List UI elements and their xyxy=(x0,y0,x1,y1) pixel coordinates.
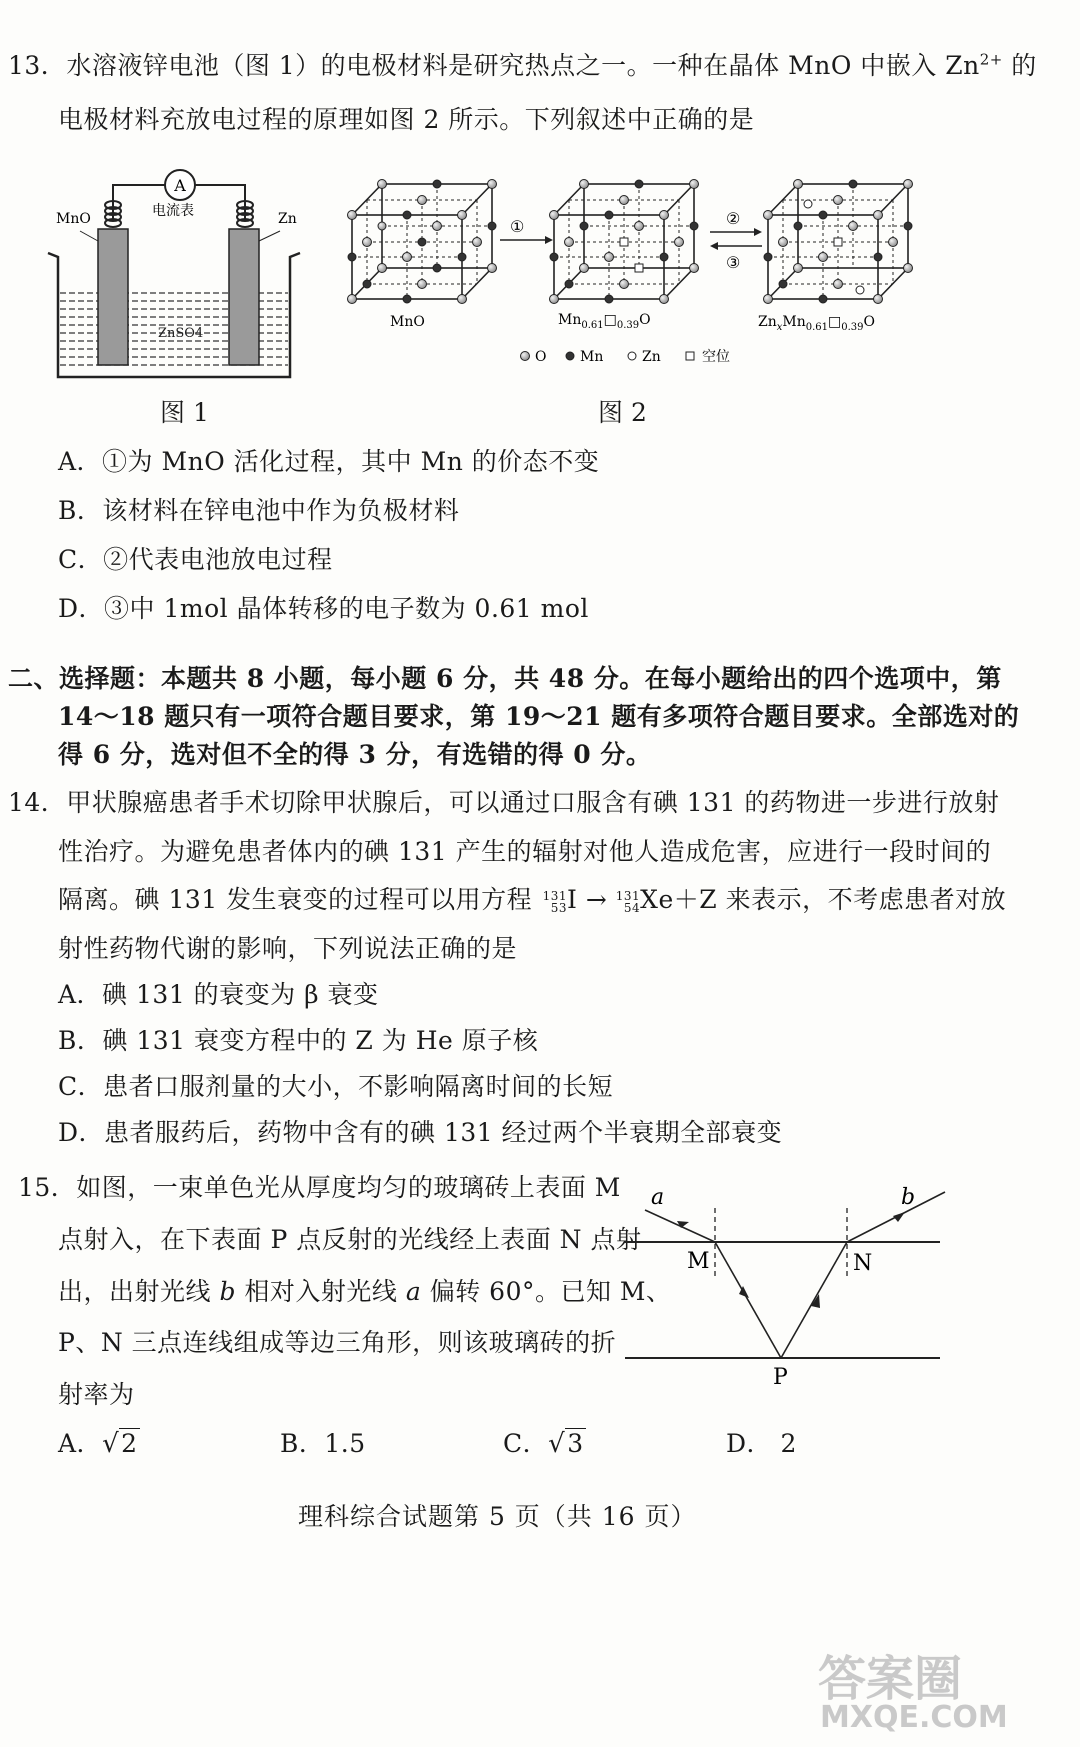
watermark-bottom: MXQE.COM xyxy=(820,1700,1008,1735)
q13-option-c: C．②代表电池放电过程 xyxy=(58,545,333,574)
figure-2-legend xyxy=(521,348,731,365)
ammeter-label: 电流表 xyxy=(152,203,194,219)
q15-line1: 15．如图，一束单色光从厚度均匀的玻璃砖上表面 M xyxy=(18,1173,621,1202)
q13-line1: 13．水溶液锌电池（图 1）的电极材料是研究热点之一。一种在晶体 MnO 中嵌入 $Zn^{2+}$ 的 xyxy=(8,50,1037,80)
figure-2-caption: 图 2 xyxy=(598,398,647,427)
sqrt-symbol: √ xyxy=(102,1429,120,1459)
q15-option-c: C．√3 xyxy=(503,1429,584,1459)
label-mno: MnO xyxy=(390,314,425,330)
decay-equation: 131 53 I → 131 54 Xe＋Z xyxy=(542,885,718,915)
left-electrode-label: MnO xyxy=(56,211,91,227)
cube-mno-atoms xyxy=(348,180,497,304)
q13-option-b: B．该材料在锌电池中作为负极材料 xyxy=(58,496,460,525)
svg-text:Mn: Mn xyxy=(580,349,604,365)
section2-line1: 二、选择题：本题共 8 小题，每小题 6 分，共 48 分。在每小题给出的四个选项中，第 xyxy=(8,664,1002,693)
sqrt-symbol: √ xyxy=(548,1429,566,1459)
svg-text:O: O xyxy=(535,349,547,365)
q13-option-a: A．①为 MnO 活化过程，其中 Mn 的价态不变 xyxy=(58,447,600,476)
right-electrode-label: Zn xyxy=(278,211,297,227)
svg-text:Zn: Zn xyxy=(642,349,661,365)
q14-line4: 射性药物代谢的影响，下列说法正确的是 xyxy=(58,934,518,963)
label-znx xyxy=(758,314,875,333)
q14-option-d: D．患者服药后，药物中含有的碘 131 经过两个半衰期全部衰变 xyxy=(58,1118,783,1147)
section2-line3: 得 6 分，选对但不全的得 3 分，有选错的得 0 分。 xyxy=(58,740,652,769)
page-footer: 理科综合试题第 5 页（共 16 页） xyxy=(298,1502,697,1531)
figure-1-caption: 图 1 xyxy=(160,398,209,427)
q14-option-b: B．碘 131 衰变方程中的 Z 为 He 原子核 xyxy=(58,1026,539,1055)
q15-option-a: A．√2 xyxy=(58,1429,138,1459)
section2-line2: 14～18 题只有一项符合题目要求，第 19～21 题有多项符合题目要求。全部选对的 xyxy=(58,702,1020,731)
q15-line3: 出，出射光线 b 相对入射光线 a 偏转 60°。已知 M、 xyxy=(58,1277,672,1306)
q15-line5: 射率为 xyxy=(58,1380,135,1409)
svg-text:ZnxMn0.61□0.39O: $Zn_xMn_{0.61}□_{0.39}O$ xyxy=(758,314,875,333)
q14-line3: 隔离。碘 131 发生衰变的过程可以用方程 131 53 I → 131 54 Xe＋Z 来表示，不考虑患者对放 xyxy=(58,880,1006,916)
q14-line1: 14．甲状腺癌患者手术切除甲状腺后，可以通过口服含有碘 131 的药物进一步进行放射 xyxy=(8,788,1000,817)
svg-text:Mn0.61□0.39O: $Mn_{0.61}□_{0.39}O$ xyxy=(558,312,651,331)
point-n-label: N xyxy=(853,1251,873,1276)
figure-2-crystal-process xyxy=(340,170,930,380)
q15-option-d: D． 2 xyxy=(726,1429,797,1458)
q15-option-b: B．1.5 xyxy=(280,1429,366,1458)
zn-electrode xyxy=(229,229,259,365)
q15-line4: P、N 三点连线组成等边三角形，则该玻璃砖的折 xyxy=(58,1328,617,1357)
q14-option-c: C．患者口服剂量的大小，不影响隔离时间的长短 xyxy=(58,1072,614,1101)
step-1-label: ① xyxy=(510,217,525,236)
cube-mn061-atoms xyxy=(550,180,699,304)
ammeter-symbol: A xyxy=(174,176,186,195)
q15-line2: 点射入，在下表面 P 点反射的光线经上表面 N 点射 xyxy=(58,1225,642,1254)
q13-number: 13． xyxy=(8,51,67,80)
q14-line2: 性治疗。为避免患者体内的碘 131 产生的辐射对他人造成危害，应进行一段时间的 xyxy=(58,837,992,866)
point-p-label: P xyxy=(773,1365,788,1390)
mno-electrode xyxy=(98,229,128,365)
q14-option-a: A．碘 131 的衰变为 β 衰变 xyxy=(58,980,379,1009)
ray-b-label: b xyxy=(901,1185,916,1210)
figure-1-zinc-battery xyxy=(40,165,310,385)
q13-line2: 电极材料充放电过程的原理如图 2 所示。下列叙述中正确的是 xyxy=(58,105,755,134)
label-mn061 xyxy=(558,312,651,331)
solution-label: ZnSO4 xyxy=(158,326,204,341)
cube-znx-atoms xyxy=(764,180,913,304)
step-3-label: ③ xyxy=(726,253,741,272)
q15-glass-brick-figure xyxy=(615,1170,955,1390)
svg-text:空位: 空位 xyxy=(702,349,730,365)
q13-option-d: D．③中 1mol 晶体转移的电子数为 0.61 mol xyxy=(58,594,589,623)
point-m-label: M xyxy=(687,1249,710,1274)
watermark-top: 答案圈 xyxy=(818,1651,963,1707)
ray-a-label: a xyxy=(651,1185,665,1210)
step-2-label: ② xyxy=(726,209,741,228)
